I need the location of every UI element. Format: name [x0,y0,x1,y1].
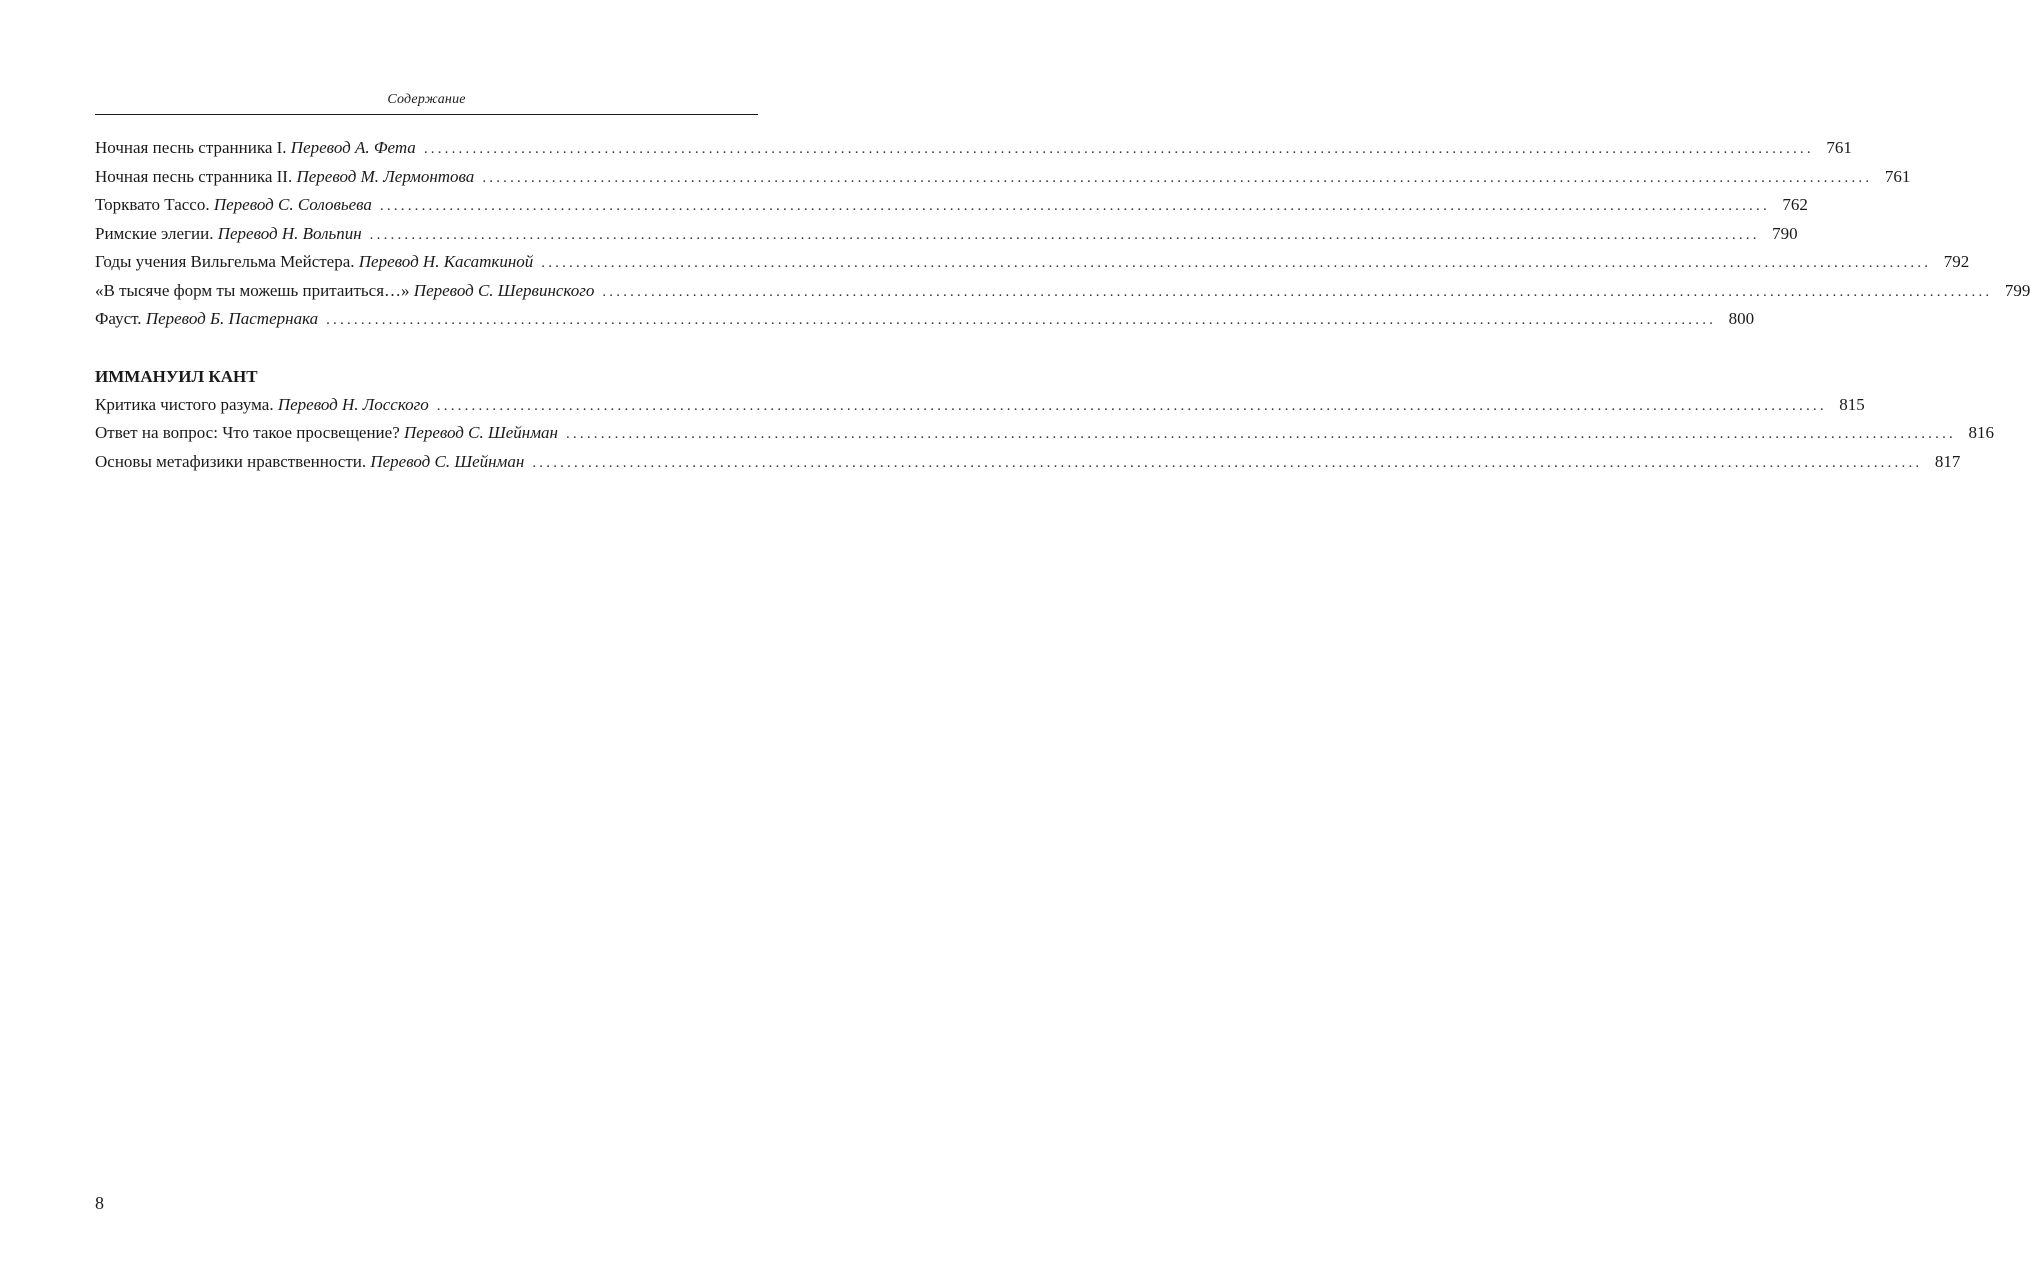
entry-page: 762 [1782,195,1808,214]
toc-entry [95,419,1994,448]
entry-translator: Перевод С. Соловьева [213,195,372,214]
running-header: Содержание [387,92,466,107]
toc-entry [95,305,1755,334]
entry-title: Критика чистого разума. [95,394,274,414]
entry-page: 815 [1839,394,1865,414]
entry-translator: Перевод А. Фета [290,138,416,157]
dot-leader: ........................................................................................................................................................................................................ [541,255,1932,271]
entry-title: Годы учения Вильгельма Мейстера. [95,252,355,271]
entry-title: Торквато Тассо. [95,195,210,214]
toc-entry [95,191,1808,220]
entry-title: Ночная песнь странника II. [95,166,293,186]
entry-title: Римские элегии. [95,223,214,243]
dot-leader: ........................................................................................................................................................................................................ [369,226,1760,243]
entry-title: Основы метафизики нравственности. [95,451,367,471]
toc-entry [95,163,1911,192]
toc-group-kant [95,363,1994,477]
entry-translator: Перевод Б. Пастернака [145,309,319,328]
entry-page: 792 [1943,252,1970,271]
table-of-contents [95,134,2030,476]
entry-page: 799 [2004,280,2030,300]
entry-page: 816 [1968,423,1994,442]
dot-leader: ........................................................................................................................................................................................................ [482,169,1873,186]
dot-leader: ........................................................................................................................................................................................................ [565,426,1956,442]
toc-entry [95,220,1798,249]
toc-entry [95,391,1865,420]
entry-title: Ночная песнь странника I. [95,138,287,157]
entry-title: «В тысяче форм ты можешь притаиться…» [95,280,410,300]
entry-page: 761 [1884,166,1911,186]
toc-entry [95,277,2030,306]
entry-title: Ответ на вопрос: Что такое просвещение? [95,423,400,442]
toc-entry [95,134,1852,163]
entry-translator: Перевод М. Лермонтова [296,166,475,186]
dot-leader: ........................................................................................................................................................................................................ [379,198,1770,214]
dot-leader: ........................................................................................................................................................................................................ [532,454,1923,471]
toc-group-goethe [95,134,2030,334]
entry-translator: Перевод Н. Лосского [277,394,429,414]
entry-title: Фауст. [95,309,142,328]
entry-translator: Перевод С. Шервинского [413,280,595,300]
entry-translator: Перевод Н. Касаткиной [358,252,534,271]
dot-leader: ........................................................................................................................................................................................................ [423,141,1814,157]
entry-translator: Перевод С. Шейнман [370,451,525,471]
toc-entry [95,448,1961,477]
dot-leader: ........................................................................................................................................................................................................ [326,312,1717,328]
entry-page: 800 [1728,309,1755,328]
dot-leader: ........................................................................................................................................................................................................ [602,283,1993,300]
entry-page: 761 [1826,138,1852,157]
entry-page: 817 [1934,451,1961,471]
dot-leader: ........................................................................................................................................................................................................ [436,397,1827,414]
entry-translator: Перевод Н. Вольпин [217,223,362,243]
section-heading: ИММАНУИЛ КАНТ [95,366,258,386]
header-rule [95,114,758,115]
toc-entry [95,248,1970,277]
entry-page: 790 [1772,223,1798,243]
page-number: 8 [95,1193,104,1213]
entry-translator: Перевод С. Шейнман [404,423,558,442]
